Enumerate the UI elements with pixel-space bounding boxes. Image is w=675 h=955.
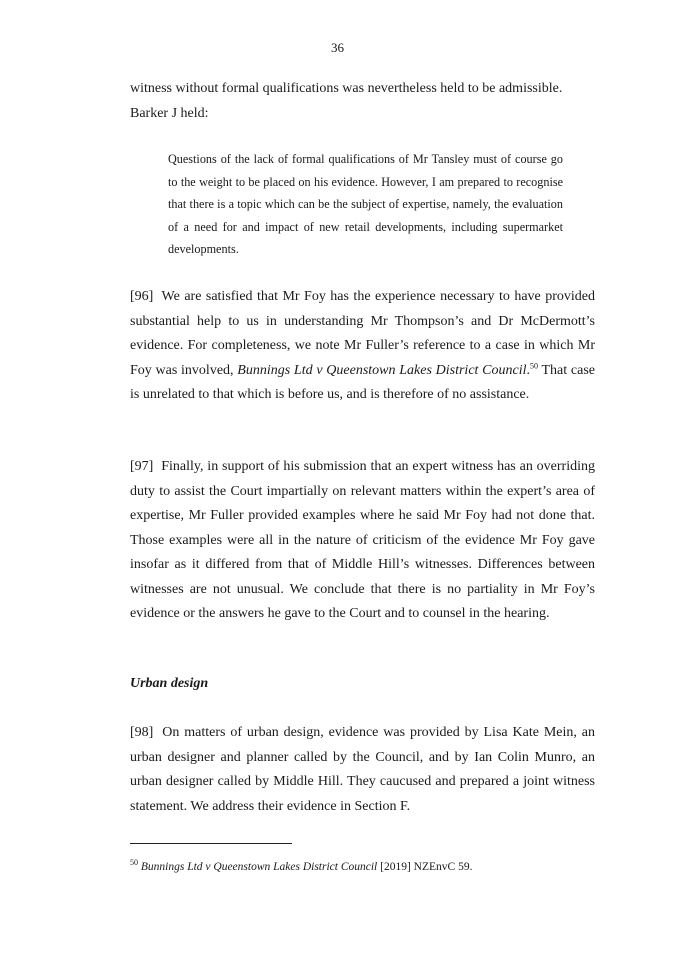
footnote-citation: [2019] NZEnvC 59. [377,861,473,873]
paragraph-text: We are satisfied that Mr Foy has the experience necessary to have provided substantial help to us in understanding Mr Thompson’s and Dr McDermott’s evidence. For completeness, we note Mr Fuller’s reference to a case in which Mr Foy was involved, [130,289,595,378]
page-number: 36 [331,40,344,55]
footnote-divider [130,843,292,844]
intro-line-2: Barker J held: [130,105,209,121]
paragraph-96: [96] We are satisfied that Mr Foy has the experience necessary to have provided substantial help to us in understanding Mr Thompson’s and Dr McDermott’s evidence. For completeness, we note Mr Fuller’s reference to a case in which Mr Foy was involved, Bunnings Ltd v Queenstown Lakes District Council.$^{50}$ That case is unrelated to that which is before us, and is therefore of no assistance. [130,289,595,402]
paragraph-number: [97] [130,459,154,474]
intro-paragraph [130,77,595,126]
footnote-reference[interactable]: 50 [530,360,539,370]
paragraph-number: [96] [130,289,154,304]
footnote-case-name: Bunnings Ltd v Queenstown Lakes District Council [140,861,378,873]
paragraph-number: [98] [130,725,154,740]
section-heading: Urban design [130,676,209,691]
block-quote: Questions of the lack of formal qualifications of Mr Tansley must of course go to the weight to be placed on his evidence. However, I am prepared to recognise that there is a topic which can be the subject of expertise, namely, the evaluation of a need for and impact of new retail developments, including supermarket developments. [168,152,563,256]
paragraph-text-continued: That case is unrelated to that which is before us, and is therefore of no assistance. [130,362,595,402]
intro-line-1: witness without formal qualifications was nevertheless held to be admissible. [130,81,563,96]
case-name: Bunnings Ltd v Queenstown Lakes District Council [237,362,527,378]
paragraph-text: On matters of urban design, evidence was provided by Lisa Kate Mein, an urban designer and planner called by the Council, and by Ian Colin Munro, an urban designer called by Middle Hill. They caucused and prepared a joint witness statement. We address their evidence in Section F. [130,725,595,814]
footnote-number: 50 [130,858,138,868]
paragraph-97 [130,455,595,627]
paragraph-text: Finally, in support of his submission that an expert witness has an overriding duty to assist the Court impartially on relevant matters within the expert’s area of expertise, Mr Fuller provided examples where he said Mr Foy had not done that. Those examples were all in the nature of criticism of the evidence Mr Foy gave insofar as it differed from that of Middle Hill’s witnesses. Differences between witnesses are not unusual. We conclude that there is no partiality in Mr Foy’s evidence or the answers he gave to the Court and to counsel in the hearing. [130,459,595,621]
footnote [130,858,595,876]
paragraph-98 [130,721,595,819]
